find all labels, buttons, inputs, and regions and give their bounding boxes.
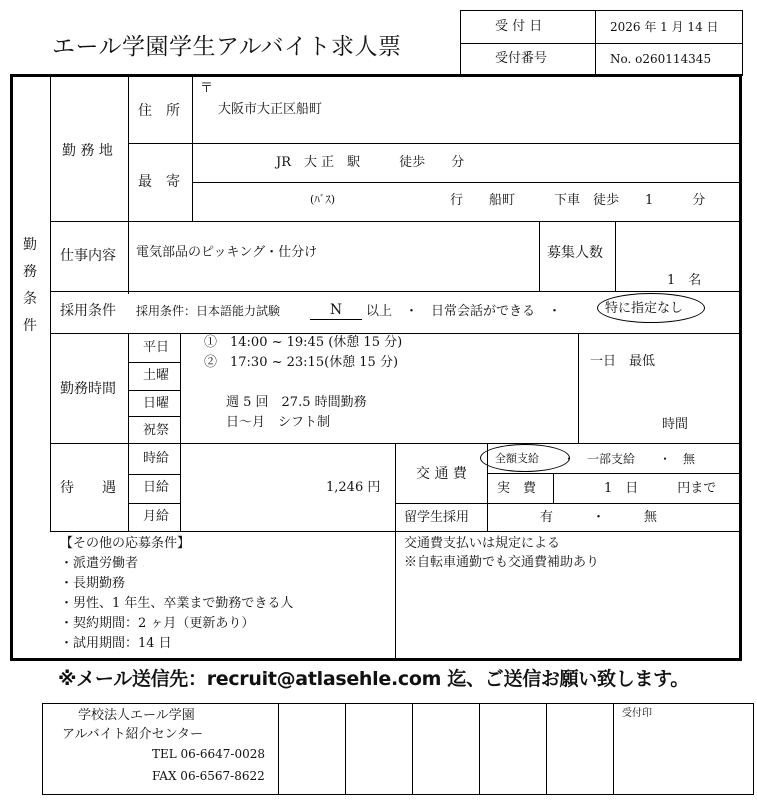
reception-date-value: 2026 年 1 月 14 日 [610,20,719,34]
other-item-2: ・長期勤務 [60,576,126,591]
hiring-label: 採用条件 [60,303,116,319]
transport-selected: 全額支給 [495,452,539,465]
postal-mark: 〒 [200,81,214,96]
nearest-line2-rest: 下車 徒歩 1 分 [554,193,706,208]
other-heading: 【その他の応募条件】 [60,536,191,551]
day-saturday: 土曜 [143,368,170,383]
hiring-selected: 特に指定なし [605,301,684,316]
nearest-bus: (ﾊﾞｽ) [310,193,336,206]
side-label-3: 条 [23,291,37,307]
footer-org-2: アルバイト紹介センター [62,727,204,742]
day-holiday: 祝祭 [143,423,170,438]
day-sunday: 日曜 [143,396,170,411]
address-value: 大阪市大正区船町 [218,102,323,117]
workplace-label: 勤 務 地 [62,143,113,159]
headcount-label: 募集人数 [547,245,603,261]
intl-options: 有 ・ 無 [540,510,658,525]
reception-number-label: 受付番号 [495,51,548,66]
headcount-value: 1 名 [667,273,702,288]
job-label: 仕事内容 [60,248,116,264]
reception-number-value: No. o260114345 [610,52,712,66]
weekly-hours: 週 5 回 27.5 時間勤務 [226,395,367,410]
daily-min-unit: 時間 [662,417,689,432]
form-title: エール学園学生アルバイト求人票 [52,34,402,60]
hours-label: 勤務時間 [60,381,116,397]
note-1: 交通費支払いは規定による [404,536,561,551]
other-item-4: ・契約期間：2 ヶ月（更新あり） [60,616,255,631]
footer-tel: TEL 06-6647-0028 [152,747,266,761]
actual-label: 実 費 [497,481,537,496]
daily-min-label: 一日 最低 [590,354,656,369]
shift-2: ② 17:30 ~ 23:15(休憩 15 分) [204,355,399,370]
transport-options: ・ 一部支給 ・ 無 [563,452,696,466]
other-item-5: ・試用期間：14 日 [60,636,172,651]
nearest-line2-dest: 行 船町 [450,193,516,208]
address-label: 住 所 [138,103,180,119]
shift-1: ① 14:00 ~ 19:45 (休憩 15 分) [204,335,403,350]
pay-label: 待 遇 [60,480,116,496]
pay-monthly: 月給 [143,509,170,524]
side-label-1: 勤 [23,237,37,253]
shift-pattern: 日～月 シフト制 [226,415,331,430]
other-item-1: ・派遣労働者 [60,556,139,571]
other-item-3: ・男性、1 年生、卒業まで勤務できる人 [60,596,294,611]
reception-date-label: 受 付 日 [495,19,543,34]
job-value: 電気部品のピッキング・仕分け [136,245,318,260]
intl-label: 留学生採用 [404,510,470,525]
hiring-prefix: 採用条件：日本語能力試験 [136,304,281,318]
nearest-line1: JR 大 正 駅 徒歩 分 [276,155,465,170]
pay-daily: 日給 [143,480,170,495]
mail-instruction: ※メール送信先：recruit@atlasehle.com 迄、ご送信お願い致します。 [58,668,689,690]
pay-hourly: 時給 [143,451,170,466]
pay-daily-value: 1,246 円 [326,480,381,495]
nearest-label: 最 寄 [138,174,180,190]
actual-value: 1 日 円まで [604,481,717,496]
hiring-suffix: 以上 ・ 日常会話ができる ・ [366,304,575,319]
footer-stamp-label: 受付印 [622,708,652,719]
side-label-4: 件 [23,318,37,334]
side-label-2: 務 [23,264,37,280]
footer-fax: FAX 06-6567-8622 [152,769,265,783]
transport-label: 交 通 費 [416,466,467,482]
footer-org-1: 学校法人エール学園 [78,708,195,723]
hiring-level: N [310,303,362,320]
note-2: ※自転車通勤でも交通費補助あり [404,555,600,570]
day-weekday: 平日 [143,340,170,355]
